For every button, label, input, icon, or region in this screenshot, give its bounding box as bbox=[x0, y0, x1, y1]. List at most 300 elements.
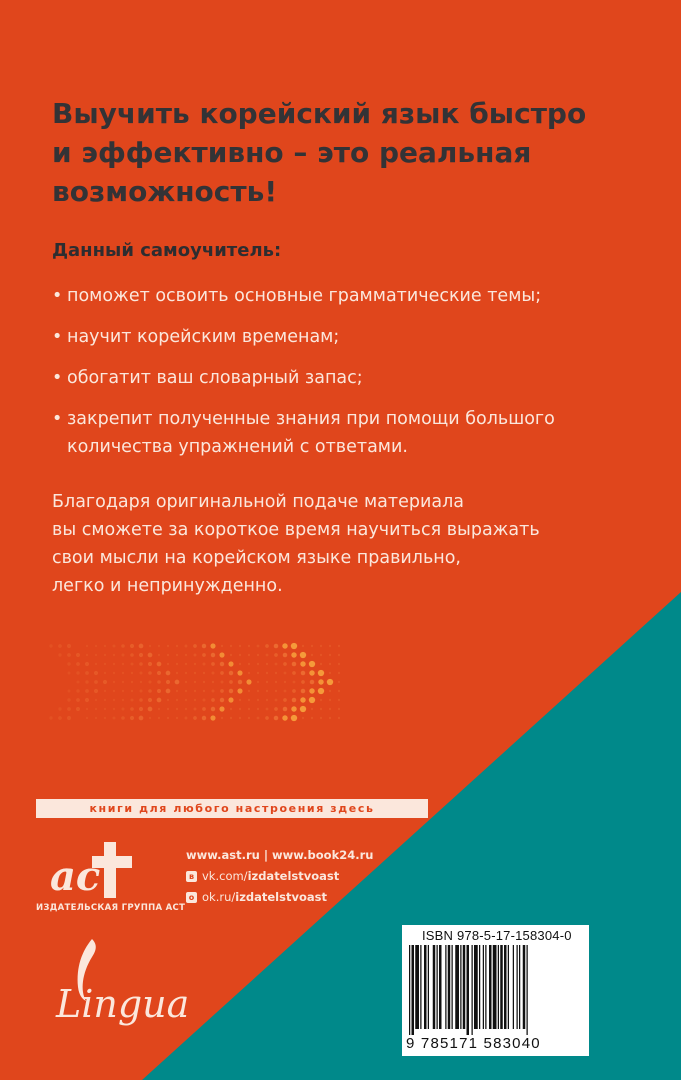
barcode-bar bbox=[498, 945, 499, 1029]
decoration-dot bbox=[282, 643, 287, 648]
decoration-dot bbox=[219, 706, 224, 711]
decoration-dot bbox=[113, 672, 115, 674]
decoration-dot bbox=[275, 663, 278, 666]
decoration-dot bbox=[104, 645, 106, 647]
decoration-dot bbox=[122, 663, 124, 665]
decoration-dot bbox=[193, 716, 197, 720]
bullet-marker: • bbox=[52, 286, 63, 306]
decoration-dot bbox=[257, 654, 259, 656]
decoration-dot bbox=[185, 672, 187, 674]
dotted-arrows-decoration bbox=[0, 640, 360, 730]
barcode-bar bbox=[409, 945, 410, 1035]
vk-icon: в bbox=[186, 871, 197, 882]
decoration-dot bbox=[130, 707, 134, 711]
decoration-dot bbox=[95, 717, 97, 719]
description-line: легко и непринужденно. bbox=[52, 576, 283, 596]
decoration-dot bbox=[248, 699, 250, 701]
decoration-dot bbox=[274, 644, 279, 649]
decoration-dot bbox=[140, 681, 142, 683]
decoration-dot bbox=[311, 654, 313, 656]
decoration-dot bbox=[248, 663, 250, 665]
decoration-dot bbox=[94, 680, 98, 684]
decoration-dot bbox=[237, 670, 242, 675]
decoration-dot bbox=[130, 716, 134, 720]
decoration-dot bbox=[158, 708, 160, 710]
decoration-dot bbox=[248, 645, 250, 647]
decoration-dot bbox=[194, 681, 196, 683]
decoration-dot bbox=[58, 716, 62, 720]
decoration-dot bbox=[329, 663, 331, 665]
decoration-dot bbox=[203, 690, 205, 692]
decoration-dot bbox=[166, 671, 171, 676]
barcode-bar bbox=[420, 945, 421, 1029]
decoration-dot bbox=[210, 643, 215, 648]
ast-logo bbox=[46, 836, 136, 902]
decoration-dot bbox=[76, 707, 80, 711]
decoration-dot bbox=[291, 715, 297, 721]
decoration-dot bbox=[329, 645, 331, 647]
headline-line-2: и эффективно – это реальная bbox=[52, 136, 532, 169]
decoration-dot bbox=[85, 680, 88, 683]
decoration-dot bbox=[121, 707, 124, 710]
decoration-dot bbox=[185, 681, 187, 683]
barcode-digits: 9 785171 583040 bbox=[406, 1035, 541, 1052]
decoration-dot bbox=[49, 644, 52, 647]
decoration-dot bbox=[338, 690, 340, 692]
barcode-bar bbox=[424, 945, 427, 1029]
barcode-bar bbox=[415, 945, 419, 1029]
decoration-dot bbox=[329, 708, 331, 710]
decoration-dot bbox=[67, 707, 71, 711]
decoration-dot bbox=[248, 672, 250, 674]
decoration-dot bbox=[175, 680, 180, 685]
decoration-dot bbox=[238, 680, 242, 684]
vk-link-row[interactable] bbox=[186, 867, 373, 885]
decoration-dot bbox=[266, 690, 268, 692]
decoration-dot bbox=[230, 654, 232, 656]
decoration-dot bbox=[300, 661, 305, 666]
publisher-links bbox=[186, 846, 373, 909]
bullet-marker: • bbox=[52, 327, 63, 347]
decoration-dot bbox=[338, 699, 340, 701]
decoration-dot bbox=[176, 645, 178, 647]
barcode-bar bbox=[463, 945, 466, 1029]
decoration-dot bbox=[76, 653, 80, 657]
decoration-dot bbox=[219, 652, 224, 657]
ok-link-row[interactable] bbox=[186, 888, 373, 906]
decoration-dot bbox=[148, 662, 152, 666]
subhead: Данный самоучитель: bbox=[52, 240, 282, 261]
decoration-dot bbox=[104, 663, 106, 665]
decoration-dot bbox=[266, 699, 268, 701]
feature-item bbox=[52, 405, 652, 461]
decoration-dot bbox=[139, 653, 143, 657]
decoration-dot bbox=[77, 681, 80, 684]
decoration-dot bbox=[67, 716, 71, 720]
decoration-dot bbox=[291, 643, 297, 649]
decoration-dot bbox=[112, 644, 115, 647]
barcode-bar bbox=[448, 945, 451, 1029]
bullet-marker: • bbox=[52, 409, 63, 429]
decoration-dot bbox=[193, 644, 197, 648]
barcode-bar bbox=[513, 945, 514, 1029]
decoration-dot bbox=[131, 672, 133, 674]
decoration-dot bbox=[194, 672, 196, 674]
decoration-dot bbox=[68, 690, 71, 693]
barcode-bar bbox=[485, 945, 486, 1029]
decoration-dot bbox=[203, 699, 206, 702]
decoration-dot bbox=[310, 680, 315, 685]
decoration-dot bbox=[121, 716, 125, 720]
decoration-dot bbox=[194, 654, 197, 657]
barcode-bar bbox=[452, 945, 453, 1029]
decoration-dot bbox=[220, 698, 224, 702]
decoration-dot bbox=[228, 697, 233, 702]
decoration-dot bbox=[239, 645, 241, 647]
decoration-dot bbox=[318, 670, 324, 676]
decoration-dot bbox=[302, 645, 304, 647]
decoration-dot bbox=[104, 690, 106, 692]
decoration-dot bbox=[320, 708, 322, 710]
decoration-dot bbox=[301, 689, 306, 694]
feature-item bbox=[52, 282, 652, 310]
decoration-dot bbox=[338, 663, 340, 665]
decoration-dot bbox=[167, 663, 169, 665]
decoration-dot bbox=[122, 672, 124, 674]
decoration-dot bbox=[58, 707, 61, 710]
decoration-dot bbox=[130, 698, 133, 701]
decoration-dot bbox=[293, 681, 296, 684]
barcode-bar bbox=[474, 945, 478, 1029]
decoration-dot bbox=[58, 653, 61, 656]
decoration-dot bbox=[185, 699, 187, 701]
decoration-dot bbox=[95, 699, 97, 701]
decoration-dot bbox=[301, 680, 305, 684]
decoration-dot bbox=[237, 688, 242, 693]
barcode-bar bbox=[508, 945, 509, 1029]
decoration-dot bbox=[329, 690, 331, 692]
decoration-dot bbox=[320, 699, 322, 701]
decoration-dot bbox=[266, 654, 269, 657]
decoration-dot bbox=[221, 645, 223, 647]
decoration-dot bbox=[248, 708, 250, 710]
barcode-bar bbox=[439, 945, 442, 1029]
decoration-dot bbox=[275, 690, 277, 692]
decoration-dot bbox=[94, 671, 98, 675]
decoration-dot bbox=[283, 707, 288, 712]
decoration-dot bbox=[67, 644, 71, 648]
decoration-dot bbox=[157, 698, 162, 703]
decoration-dot bbox=[130, 644, 134, 648]
decoration-dot bbox=[291, 652, 296, 657]
decoration-dot bbox=[158, 645, 160, 647]
decoration-dot bbox=[283, 698, 287, 702]
barcode-bar bbox=[445, 945, 446, 1029]
decoration-dot bbox=[239, 717, 241, 719]
decoration-dot bbox=[257, 645, 260, 648]
decoration-dot bbox=[104, 699, 106, 701]
decoration-dot bbox=[194, 699, 196, 701]
decoration-dot bbox=[139, 644, 144, 649]
decoration-dot bbox=[212, 672, 215, 675]
decoration-dot bbox=[139, 698, 143, 702]
decoration-dot bbox=[257, 717, 260, 720]
feature-text: обогатит ваш словарный запас; bbox=[67, 368, 363, 388]
decoration-dot bbox=[86, 708, 88, 710]
decoration-dot bbox=[158, 717, 160, 719]
decoration-dot bbox=[266, 681, 268, 683]
decoration-dot bbox=[157, 689, 161, 693]
decoration-dot bbox=[167, 645, 169, 647]
decoration-dot bbox=[329, 654, 331, 656]
ast-logo-letters: ac bbox=[50, 853, 101, 900]
decoration-dot bbox=[229, 689, 233, 693]
decoration-dot bbox=[292, 671, 296, 675]
decoration-dot bbox=[246, 679, 251, 684]
feature-text: поможет освоить основные грамматические темы; bbox=[67, 286, 542, 306]
decoration-dot bbox=[202, 644, 206, 648]
decoration-dot bbox=[284, 681, 286, 683]
decoration-dot bbox=[85, 662, 89, 666]
decoration-dot bbox=[338, 708, 340, 710]
decoration-dot bbox=[86, 645, 88, 647]
decoration-dot bbox=[212, 681, 214, 683]
decoration-dot bbox=[139, 671, 142, 674]
decoration-dot bbox=[300, 697, 305, 702]
barcode-bar bbox=[428, 945, 429, 1029]
decoration-dot bbox=[257, 690, 259, 692]
decoration-dot bbox=[85, 689, 89, 693]
decoration-dot bbox=[309, 688, 314, 693]
decoration-dot bbox=[139, 689, 142, 692]
decoration-dot bbox=[176, 708, 178, 710]
barcode-bar bbox=[460, 945, 461, 1029]
decoration-dot bbox=[194, 690, 196, 692]
website-links-row bbox=[186, 846, 373, 864]
decoration-dot bbox=[239, 654, 241, 656]
barcode-bar bbox=[527, 945, 528, 1035]
decoration-dot bbox=[121, 644, 125, 648]
decoration-dot bbox=[318, 679, 323, 684]
decoration-dot bbox=[203, 663, 206, 666]
decoration-dot bbox=[104, 654, 106, 656]
decoration-dot bbox=[212, 690, 215, 693]
isbn-label: ISBN 978-5-17-158304-0 bbox=[422, 928, 572, 943]
decoration-dot bbox=[68, 672, 71, 675]
decoration-dot bbox=[302, 717, 304, 719]
barcode-bar bbox=[455, 945, 459, 1029]
decoration-dot bbox=[228, 661, 233, 666]
decoration-dot bbox=[257, 663, 259, 665]
decoration-dot bbox=[86, 717, 88, 719]
barcode-bar bbox=[489, 945, 492, 1029]
decoration-dot bbox=[327, 679, 333, 685]
decoration-dot bbox=[202, 653, 206, 657]
decoration-dot bbox=[94, 689, 98, 693]
barcode-bar bbox=[483, 945, 484, 1029]
decoration-dot bbox=[320, 654, 322, 656]
decoration-dot bbox=[158, 654, 160, 656]
decoration-dot bbox=[185, 717, 188, 720]
barcode-bar bbox=[437, 945, 438, 1029]
decoration-dot bbox=[176, 699, 178, 701]
decoration-dot bbox=[157, 680, 161, 684]
decoration-dot bbox=[176, 690, 178, 692]
decoration-dot bbox=[292, 698, 297, 703]
decoration-dot bbox=[338, 654, 340, 656]
decoration-dot bbox=[122, 690, 124, 692]
decoration-dot bbox=[103, 680, 107, 684]
decoration-dot bbox=[266, 672, 268, 674]
decoration-dot bbox=[329, 699, 331, 701]
headline bbox=[52, 94, 652, 211]
decoration-dot bbox=[229, 671, 233, 675]
decoration-dot bbox=[229, 680, 233, 684]
decoration-dot bbox=[185, 708, 187, 710]
decoration-dot bbox=[220, 662, 224, 666]
decoration-dot bbox=[211, 707, 215, 711]
decoration-dot bbox=[211, 653, 215, 657]
decoration-dot bbox=[300, 652, 306, 658]
vk-link-prefix: vk.com/ bbox=[202, 869, 248, 883]
description-line: вы сможете за короткое время научиться выражать bbox=[52, 520, 540, 540]
tagline-text: книги для любого настроения здесь bbox=[89, 802, 375, 815]
decoration-dot bbox=[95, 654, 97, 656]
decoration-dot bbox=[338, 645, 340, 647]
decoration-dot bbox=[221, 681, 224, 684]
decoration-dot bbox=[248, 690, 250, 692]
barcode-bar bbox=[479, 945, 480, 1029]
barcode-bar bbox=[433, 945, 436, 1029]
decoration-dot bbox=[266, 663, 268, 665]
decoration-dot bbox=[113, 699, 115, 701]
decoration-dot bbox=[67, 698, 70, 701]
decoration-dot bbox=[149, 717, 151, 719]
headline-line-3: возможность! bbox=[52, 175, 278, 208]
decoration-dot bbox=[76, 662, 80, 666]
description-line: Благодаря оригинальной подаче материала bbox=[52, 492, 464, 512]
decoration-dot bbox=[167, 708, 169, 710]
decoration-dot bbox=[230, 645, 232, 647]
feature-text: научит корейским временам; bbox=[67, 327, 340, 347]
decoration-dot bbox=[338, 681, 340, 683]
decoration-dot bbox=[139, 662, 143, 666]
decoration-dot bbox=[149, 645, 151, 647]
decoration-dot bbox=[113, 654, 115, 656]
decoration-dot bbox=[176, 654, 178, 656]
decoration-dot bbox=[239, 699, 241, 701]
decoration-dot bbox=[265, 644, 269, 648]
decoration-dot bbox=[95, 708, 97, 710]
description-paragraph bbox=[52, 488, 652, 600]
decoration-dot bbox=[167, 654, 169, 656]
barcode-bars bbox=[409, 945, 583, 1035]
decoration-dot bbox=[230, 708, 232, 710]
decoration-dot bbox=[166, 680, 170, 684]
decoration-dot bbox=[329, 672, 331, 674]
decoration-dot bbox=[104, 672, 106, 674]
decoration-dot bbox=[139, 716, 144, 721]
decoration-dot bbox=[239, 708, 241, 710]
decoration-dot bbox=[194, 708, 197, 711]
decoration-dot bbox=[176, 672, 178, 674]
decoration-dot bbox=[113, 681, 115, 683]
barcode-bar bbox=[523, 945, 526, 1029]
decoration-dot bbox=[202, 707, 206, 711]
decoration-dot bbox=[76, 698, 80, 702]
decoration-dot bbox=[257, 681, 259, 683]
decoration-dot bbox=[95, 663, 97, 665]
decoration-dot bbox=[185, 690, 187, 692]
decoration-dot bbox=[176, 663, 178, 665]
decoration-dot bbox=[58, 644, 62, 648]
isbn-barcode bbox=[402, 925, 589, 1056]
decoration-dot bbox=[283, 653, 288, 658]
decoration-dot bbox=[211, 698, 215, 702]
decoration-dot bbox=[194, 663, 196, 665]
decoration-dot bbox=[257, 672, 259, 674]
decoration-dot bbox=[210, 715, 215, 720]
decoration-dot bbox=[275, 681, 277, 683]
decoration-dot bbox=[282, 715, 287, 720]
decoration-dot bbox=[166, 689, 171, 694]
decoration-dot bbox=[311, 708, 313, 710]
lingua-logo bbox=[52, 935, 202, 1035]
lingua-logo-text: Lingua bbox=[56, 982, 190, 1026]
bullet-marker: • bbox=[52, 368, 63, 388]
decoration-dot bbox=[148, 689, 152, 693]
decoration-dot bbox=[76, 671, 79, 674]
headline-line-1: Выучить корейский язык быстро bbox=[52, 97, 587, 130]
vk-link-handle: izdatelstvoast bbox=[247, 869, 340, 883]
decoration-dot bbox=[157, 671, 161, 675]
decoration-dot bbox=[157, 662, 162, 667]
decoration-dot bbox=[167, 699, 169, 701]
decoration-dot bbox=[67, 662, 70, 665]
decoration-dot bbox=[49, 716, 52, 719]
decoration-dot bbox=[291, 706, 296, 711]
decoration-dot bbox=[122, 681, 124, 683]
decoration-dot bbox=[318, 688, 324, 694]
decoration-dot bbox=[148, 680, 151, 683]
decoration-dot bbox=[104, 708, 106, 710]
decoration-dot bbox=[148, 671, 152, 675]
decoration-dot bbox=[176, 717, 178, 719]
decoration-dot bbox=[185, 654, 187, 656]
barcode-bar bbox=[467, 945, 470, 1035]
decoration-dot bbox=[309, 670, 314, 675]
barcode-bar bbox=[412, 945, 415, 1035]
decoration-dot bbox=[283, 662, 287, 666]
publisher-group-name: ИЗДАТЕЛЬСКАЯ ГРУППА АСТ bbox=[36, 903, 186, 913]
decoration-dot bbox=[275, 699, 278, 702]
decoration-dot bbox=[274, 716, 279, 721]
barcode-bar bbox=[472, 945, 473, 1035]
odnoklassniki-icon: о bbox=[186, 892, 197, 903]
decoration-dot bbox=[292, 662, 297, 667]
decoration-dot bbox=[309, 697, 315, 703]
decoration-dot bbox=[131, 681, 133, 683]
decoration-dot bbox=[185, 645, 188, 648]
website-links[interactable]: www.ast.ru | www.book24.ru bbox=[186, 848, 374, 862]
decoration-dot bbox=[311, 645, 313, 647]
decoration-dot bbox=[221, 717, 223, 719]
decoration-dot bbox=[113, 690, 115, 692]
decoration-dot bbox=[257, 699, 259, 701]
decoration-dot bbox=[113, 663, 115, 665]
decoration-dot bbox=[203, 672, 205, 674]
decoration-dot bbox=[131, 690, 133, 692]
